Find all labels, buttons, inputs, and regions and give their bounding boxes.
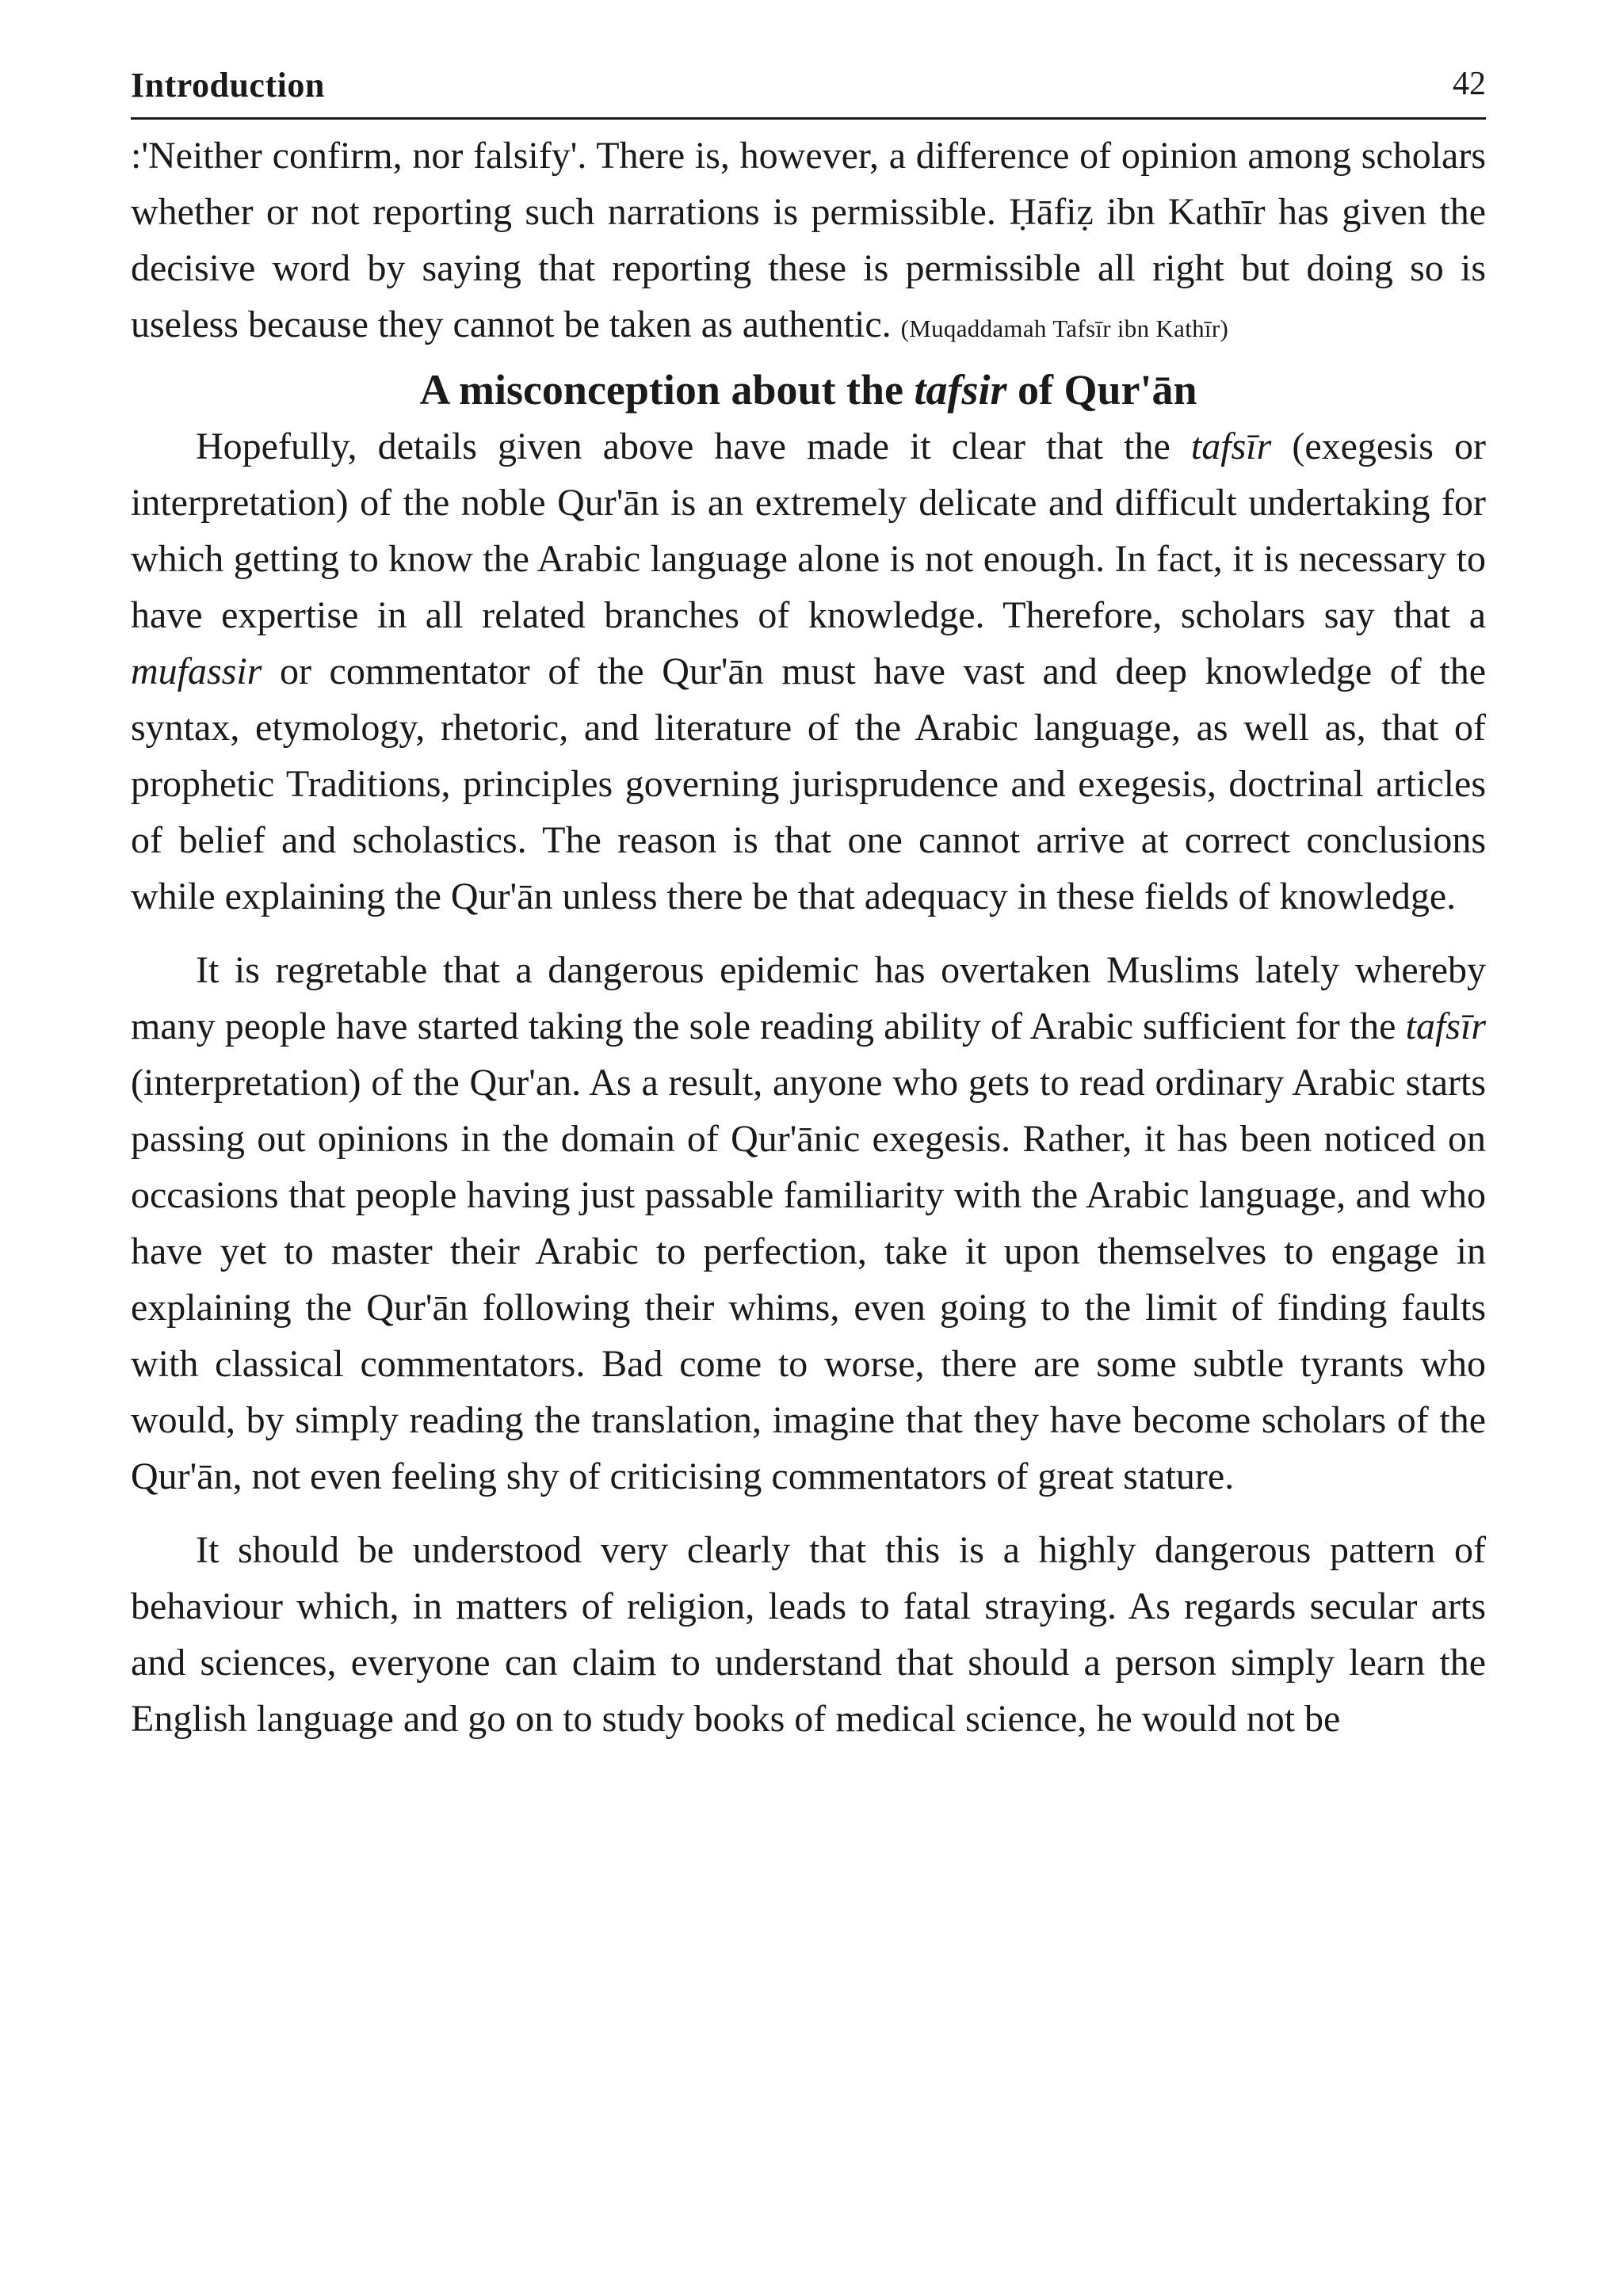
- heading-italic-term: tafsir: [914, 366, 1007, 414]
- running-header: [131, 62, 1486, 120]
- book-page: [131, 62, 1486, 1747]
- italic-term: tafsīr: [1405, 1005, 1486, 1047]
- paragraph-continuation: [131, 128, 1486, 357]
- paragraph: Hopefully, details given above have made it clear that the tafsīr (exegesis or interpretation) of the noble Qur'ān is an extremely delicate and difficult undertaking for which getting to know the Arabic language alone is not enough. In fact, it is necessary to have expertise in all related branches of knowledge. Therefore, scholars say that a mufassir or commentator of the Qur'ān must have vast and deep knowledge of the syntax, etymology, rhetoric, and literature of the Arabic language, as well as, that of prophetic Traditions, principles governing jurisprudence and exegesis, doctrinal articles of belief and scholastics. The reason is that one cannot arrive at correct conclusions while explaining the Qur'ān unless there be that adequacy in these fields of knowledge.: [131, 425, 1486, 917]
- section-heading: A misconception about the tafsir of Qur'ān: [419, 366, 1197, 414]
- paragraph-text: :'Neither confirm, nor falsify'. There is, however, a difference of opinion among scholars whether or not reporting such narrations is permissible. Ḥāfiẓ ibn Kathīr has given the decisive word by saying that reporting these is permissible all right but doing so is useless because they cannot be taken as authentic.: [131, 135, 1486, 345]
- paragraph: It is regretable that a dangerous epidemic has overtaken Muslims lately whereby many people have started taking the sole reading ability of Arabic sufficient for the tafsīr (interpretation) of the Qur'an. As a result, anyone who gets to read ordinary Arabic starts passing out opinions in the domain of Qur'ānic exegesis. Rather, it has been noticed on occasions that people having just passable familiarity with the Arabic language, and who have yet to master their Arabic to perfection, take it upon themselves to engage in explaining the Qur'ān following their whims, even going to the limit of finding faults with classical commentators. Bad come to worse, there are some subtle tyrants who would, by simply reading the translation, imagine that they have become scholars of the Qur'ān, not even feeling shy of criticising commentators of great stature.: [131, 949, 1486, 1497]
- paragraph: It should be understood very clearly that this is a highly dangerous pattern of behaviour which, in matters of religion, leads to fatal straying. As regards secular arts and sciences, everyone can claim to understand that should a person simply learn the English language and go on to study books of medical science, he would not be: [131, 1529, 1486, 1740]
- citation: (Muqaddamah Tafsīr ibn Kathīr): [900, 315, 1229, 342]
- section-title: Introduction: [131, 66, 325, 105]
- page-number: 42: [1453, 66, 1486, 102]
- italic-term: tafsīr: [1190, 425, 1272, 467]
- italic-term: mufassir: [131, 650, 262, 692]
